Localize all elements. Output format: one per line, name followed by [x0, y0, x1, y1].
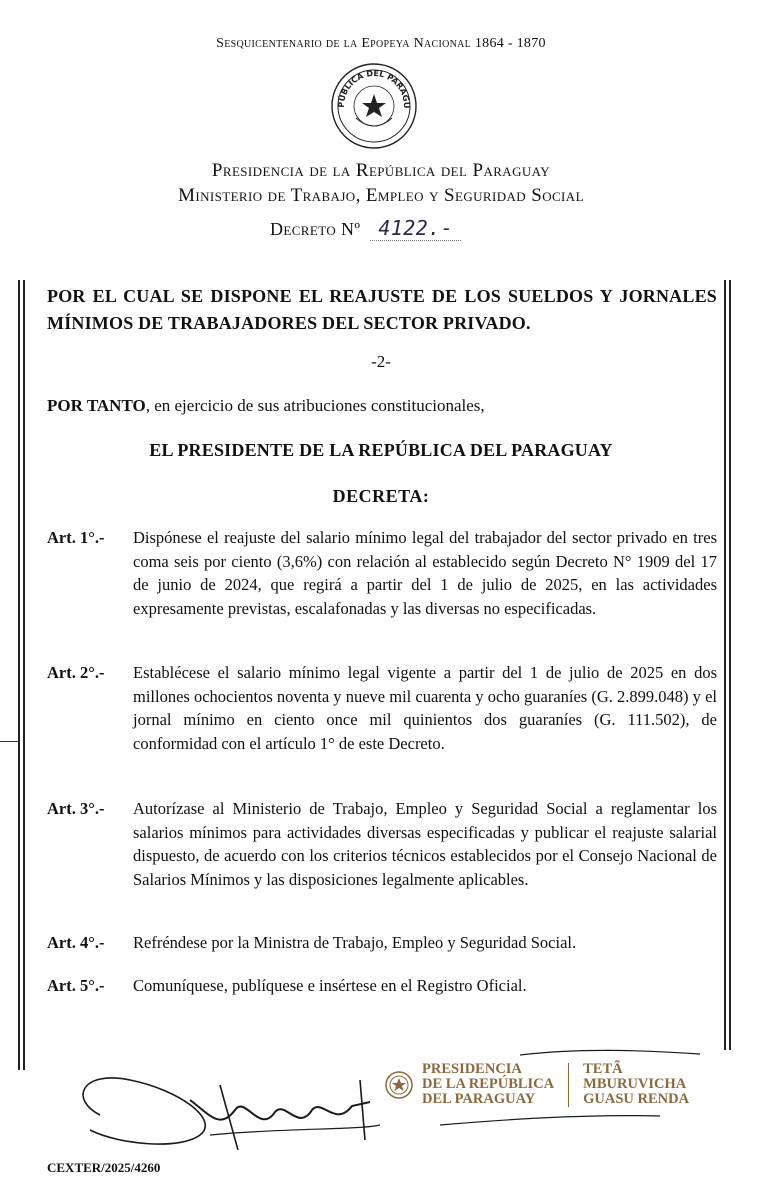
article-1	[47, 526, 717, 620]
decree-number-row	[270, 216, 461, 241]
por-tanto-paragraph	[47, 396, 485, 416]
stamp-line: PRESIDENCIA	[422, 1061, 522, 1077]
article-text: Refréndese por la Ministra de Trabajo, Empleo y Seguridad Social.	[133, 933, 577, 952]
decree-label: Decreto Nº	[270, 219, 361, 239]
stamp-line: DEL PARAGUAY	[422, 1091, 536, 1107]
por-tanto-bold: POR TANTO	[47, 396, 146, 415]
reference-code: CEXTER/2025/4260	[47, 1160, 161, 1175]
article-text: Establécese el salario mínimo legal vigente a partir del 1 de julio de 2025 en dos millones ochocientos noventa y nueve mil cuarenta y ocho guaraníes (G. 2.899.048) y el jornal mínimo en ciento once mil quinientos dos guaraníes (G. 111.502), de conformidad con el artículo 1° de este Decreto.	[133, 663, 717, 753]
article-4	[47, 931, 717, 955]
right-border-rule-outer	[729, 280, 731, 1050]
decreta-heading: DECRETA:	[332, 486, 430, 506]
article-label: Art. 3°.-	[47, 799, 105, 818]
stamp-line: MBURUVICHA	[583, 1076, 687, 1092]
article-text: Dispónese el reajuste del salario mínimo legal del trabajador del sector privado en tres coma seis por ciento (3,6%) con relación al establecido según Decreto N° 1909 del 17 de junio de 2024, que regirá a partir del 1 de julio de 2025, en las actividades expresamente previstas, escalafonadas y las diversas no especificadas.	[133, 528, 717, 618]
article-label: Art. 5°.-	[47, 976, 105, 995]
article-label: Art. 1°.-	[47, 528, 105, 547]
article-3	[47, 797, 717, 891]
article-text: Autorízase al Ministerio de Trabajo, Empleo y Seguridad Social a reglamentar los salarios mínimos para actividades diversas especificadas y publicar el reajuste salarial dispuesto, de acuerdo con los criterios técnicos establecidos por el Consejo Nacional de Salarios Mínimos y las disposiciones legalmente aplicables.	[133, 799, 717, 889]
right-border-rule	[724, 280, 726, 1050]
stamp-line: DE LA REPÚBLICA	[422, 1076, 555, 1092]
article-2	[47, 661, 717, 755]
stamp-guarani	[583, 1062, 689, 1107]
left-border-rule	[18, 280, 20, 1070]
por-tanto-rest: , en ejercicio de sus atribuciones constitucionales,	[145, 396, 485, 415]
svg-text:REPÚBLICA DEL PARAGUAY	[330, 62, 411, 108]
decree-title: POR EL CUAL SE DISPONE EL REAJUSTE DE LOS SUELDOS Y JORNALES MÍNIMOS DE TRABAJADORES DEL SECTOR PRIVADO.	[47, 286, 717, 333]
article-label: Art. 2°.-	[47, 663, 105, 682]
decree-number: 4122.-	[370, 216, 461, 241]
president-heading: EL PRESIDENTE DE LA REPÚBLICA DEL PARAGUAY	[149, 440, 613, 460]
article-text: Comuníquese, publíquese e insértese en el Registro Oficial.	[133, 976, 527, 995]
article-5	[47, 974, 717, 998]
seal-text: PÚBLICA DEL PARAGU	[336, 68, 412, 109]
ministry-heading: Ministerio de Trabajo, Empleo y Seguridad Social	[178, 185, 584, 206]
presidency-stamp	[384, 1062, 689, 1107]
anniversary-header: Sesquicentenario de la Epopeya Nacional 1864 - 1870	[216, 36, 546, 51]
page-number: -2-	[371, 352, 391, 371]
stamp-divider	[568, 1063, 569, 1107]
left-border-rule-inner	[23, 280, 25, 1070]
stamp-star-icon	[384, 1070, 414, 1100]
margin-tick	[0, 741, 18, 742]
stamp-line: GUASU RENDA	[583, 1091, 690, 1107]
stamp-spanish	[422, 1062, 554, 1107]
national-seal-icon	[330, 62, 418, 150]
article-label: Art. 4°.-	[47, 933, 105, 952]
presidency-heading: Presidencia de la República del Paraguay	[211, 160, 551, 181]
stamp-line: TETÃ	[583, 1061, 623, 1077]
